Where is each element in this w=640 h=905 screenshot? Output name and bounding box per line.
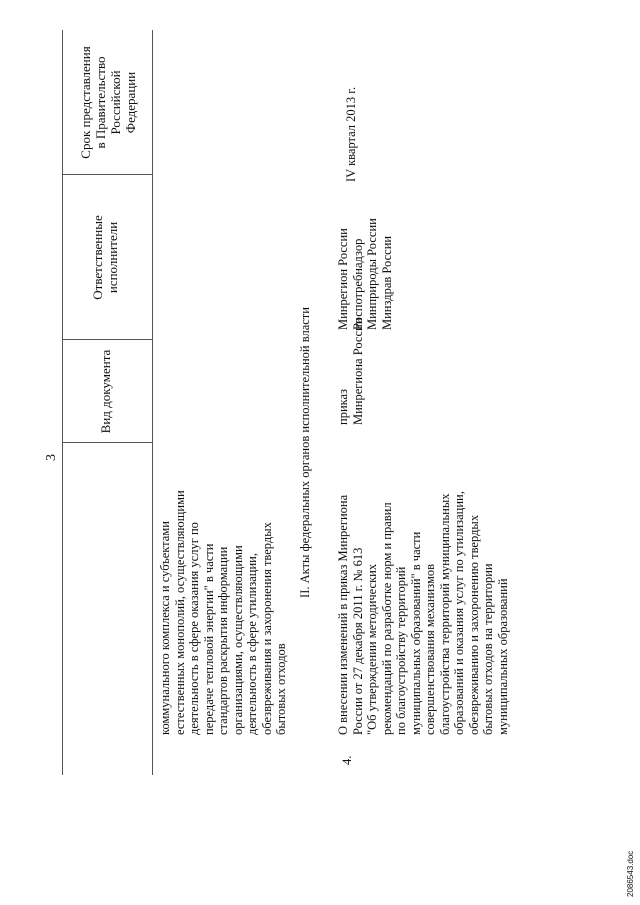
executors-header-line-1: Ответственные <box>90 215 105 300</box>
executor-item: Минрегион России <box>336 228 350 330</box>
continued-line: стандартов раскрытия информации <box>216 546 230 735</box>
row-title-line: образований и оказания услуг по утилизации, <box>452 491 466 735</box>
executor-item: Минприроды России <box>365 218 379 330</box>
continued-line: деятельность в сфере оказания услуг по <box>187 522 201 735</box>
executor-item: Минздрав России <box>379 235 394 330</box>
row-title-line: О внесении изменений в приказ Минрегиона <box>336 494 350 735</box>
continued-line: деятельность в сфере утилизации, <box>245 552 259 735</box>
row-title-line: обезвреживанию и захоронению твердых <box>466 514 481 735</box>
deadline-header-line-3: Российской <box>108 70 123 135</box>
deadline-header-line-4: Федерации <box>123 71 138 134</box>
continued-line: обезвреживания и захоронения твердых <box>259 522 274 735</box>
executors-header-line-2: исполнители <box>105 221 120 294</box>
executor-item: Роспотребнадзор <box>350 238 365 330</box>
deadline-header-line-1: Срок представления <box>78 46 93 159</box>
deadline-header <box>78 30 138 175</box>
section-title: II. Акты федеральных органов исполнительной власти <box>298 307 312 598</box>
row-title-line: рекомендаций по разработке норм и правил <box>379 502 394 735</box>
executors-header <box>90 175 120 340</box>
doc-type-line: Минрегиона России <box>350 317 365 425</box>
row-title-line: муниципальных образований <box>495 578 510 735</box>
continued-text <box>158 295 289 735</box>
continued-line: естественных монополий, осуществляющими <box>172 490 187 735</box>
doc-type-header: Вид документа <box>98 349 113 434</box>
continued-line: организациями, осуществляющими <box>230 545 245 735</box>
row-title-line: по благоустройству территорий <box>394 566 408 735</box>
deadline-header-line-2: в Правительство <box>93 56 108 149</box>
continued-line: бытовых отходов <box>274 643 288 735</box>
row-title-line: совершенствования механизмов <box>423 563 437 735</box>
row-doc-type <box>336 318 365 425</box>
continued-line: коммунального комплекса и субъектами <box>158 521 172 735</box>
doc-type-line: приказ <box>336 389 350 425</box>
row-title-line: России от 27 декабря 2011 г. № 613 <box>350 547 365 735</box>
header-bottom-rule <box>152 30 153 775</box>
table-top-rule <box>62 30 63 775</box>
continued-line: передаче тепловой энергии" в части <box>201 543 216 735</box>
row-title-line: "Об утверждении методических <box>365 563 379 735</box>
row-number: 4. <box>340 755 354 765</box>
page-number: 3 <box>44 454 59 461</box>
row-deadline: IV квартал 2013 г. <box>344 86 358 182</box>
row-executors <box>336 218 394 330</box>
row-title-line: муниципальных образований" в части <box>408 531 423 735</box>
file-reference: 2086543.doc <box>626 850 635 897</box>
row-title-line: благоустройства территорий муниципальных <box>437 493 452 735</box>
row-title-line: бытовых отходов на территории <box>481 563 495 735</box>
